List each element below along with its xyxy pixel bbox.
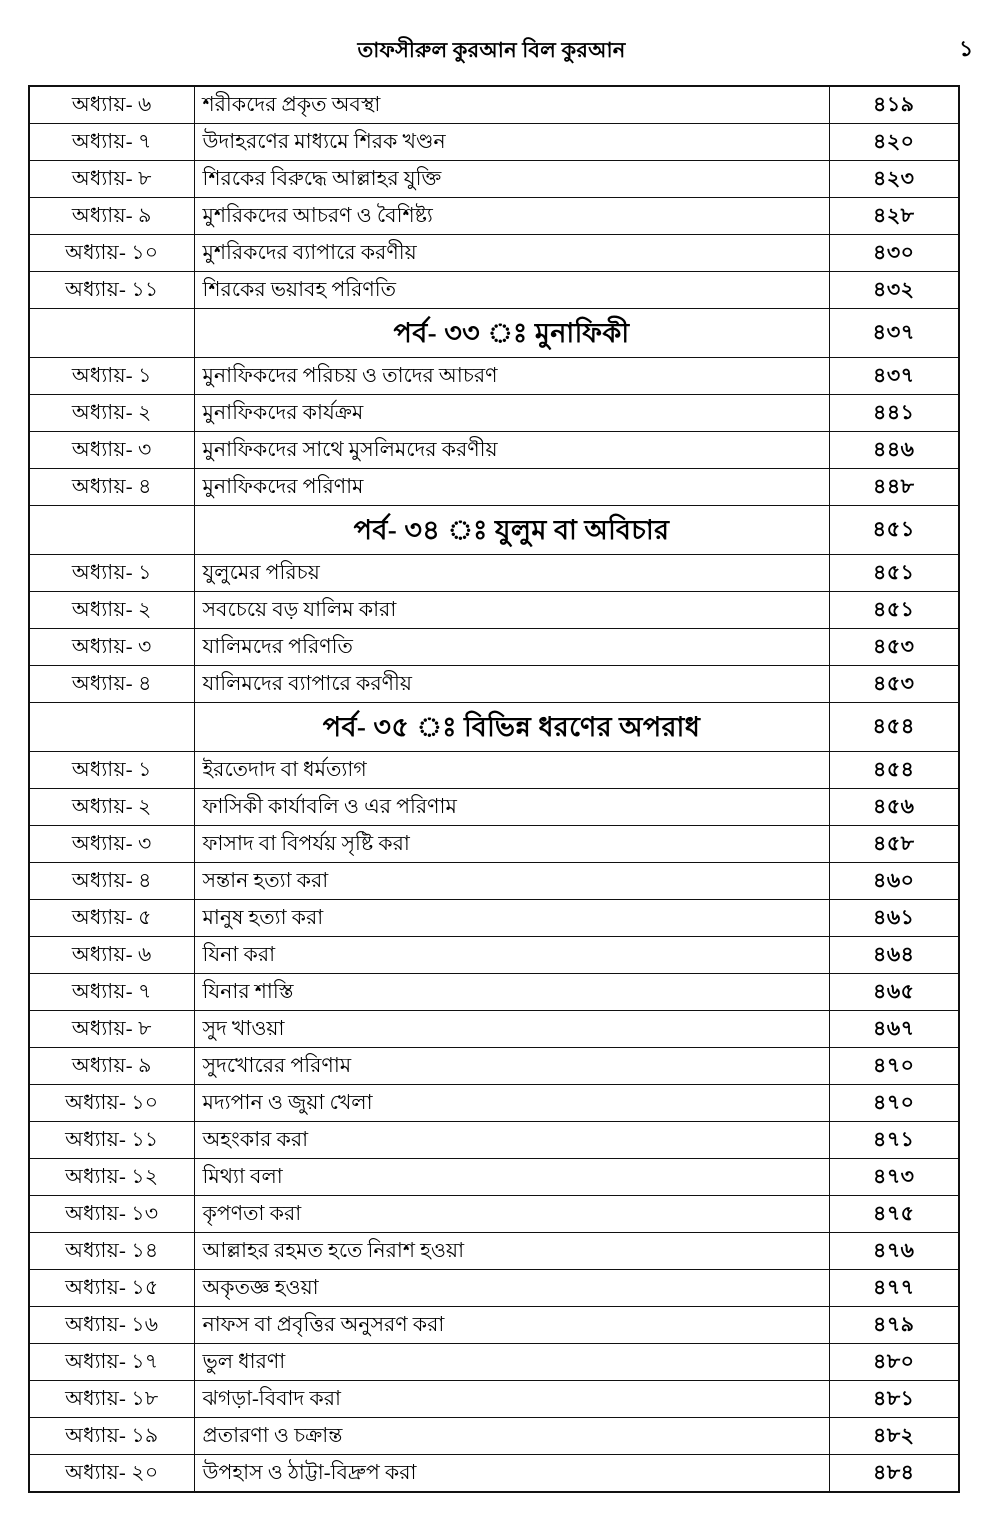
toc-chapter-label: অধ্যায়- ১২ [29,1159,194,1196]
toc-entry-row [29,395,959,432]
toc-entry-title: অহংকার করা [194,1122,829,1159]
toc-part-row [29,309,959,358]
toc-entry-title: সন্তান হত্যা করা [194,863,829,900]
toc-page-number: ৪৫১ [829,592,959,629]
toc-page-number: ৪৭০ [829,1085,959,1122]
toc-entry-title: ফাসাদ বা বিপর্যয় সৃষ্টি করা [194,826,829,863]
toc-entry-title: সুদখোরের পরিণাম [194,1048,829,1085]
toc-entry-row [29,432,959,469]
toc-entry-title: সবচেয়ে বড় যালিম কারা [194,592,829,629]
toc-entry-row [29,1455,959,1493]
toc-entry-title: যুলুমের পরিচয় [194,555,829,592]
page-header [0,0,983,78]
toc-chapter-label [29,506,194,555]
running-head-title: তাফসীরুল কুরআন বিল কুরআন [357,38,626,62]
toc-page-number: ৪৮০ [829,1344,959,1381]
toc-entry-row [29,900,959,937]
toc-entry-title: মদ্যপান ও জুয়া খেলা [194,1085,829,1122]
toc-page-number: ৪৮৪ [829,1455,959,1493]
toc-entry-row [29,124,959,161]
toc-chapter-label: অধ্যায়- ১৭ [29,1344,194,1381]
toc-chapter-label: অধ্যায়- ১১ [29,1122,194,1159]
toc-chapter-label: অধ্যায়- ৫ [29,900,194,937]
toc-page-number: ৪৪১ [829,395,959,432]
toc-page-number: ৪৪৮ [829,469,959,506]
toc-chapter-label: অধ্যায়- ১০ [29,1085,194,1122]
toc-page-number: ৪৬০ [829,863,959,900]
toc-entry-row [29,1048,959,1085]
toc-page-number: ৪৭৫ [829,1196,959,1233]
toc-entry-row [29,666,959,703]
toc-page-number: ৪৫৬ [829,789,959,826]
toc-entry-title: ভুল ধারণা [194,1344,829,1381]
toc-page-number: ৪২০ [829,124,959,161]
toc-page-number: ৪৫৩ [829,666,959,703]
toc-page-number: ৪৮২ [829,1418,959,1455]
toc-entry-title: মুনাফিকদের পরিণাম [194,469,829,506]
toc-page-number: ৪৭০ [829,1048,959,1085]
toc-page-number: ৪৬৫ [829,974,959,1011]
table-of-contents [28,85,958,1493]
toc-table-body [29,86,959,1492]
toc-chapter-label [29,703,194,752]
toc-chapter-label: অধ্যায়- ২ [29,789,194,826]
toc-chapter-label: অধ্যায়- ১৪ [29,1233,194,1270]
toc-chapter-label: অধ্যায়- ১৬ [29,1307,194,1344]
toc-entry-title: মুশরিকদের ব্যাপারে করণীয় [194,235,829,272]
toc-part-row [29,506,959,555]
toc-chapter-label: অধ্যায়- ৩ [29,629,194,666]
toc-entry-row [29,629,959,666]
toc-part-title: পর্ব- ৩৩ ঃ মুনাফিকী [194,309,829,358]
toc-entry-title: মুনাফিকদের কার্যক্রম [194,395,829,432]
toc-entry-row [29,1011,959,1048]
toc-chapter-label: অধ্যায়- ২ [29,395,194,432]
toc-page-number: ৪২৮ [829,198,959,235]
toc-entry-title: কৃপণতা করা [194,1196,829,1233]
toc-page-number: ৪৭৭ [829,1270,959,1307]
toc-chapter-label: অধ্যায়- ২ [29,592,194,629]
toc-entry-row [29,752,959,789]
toc-entry-title: শিরকের ভয়াবহ পরিণতি [194,272,829,309]
toc-entry-title: সুদ খাওয়া [194,1011,829,1048]
toc-entry-title: মুনাফিকদের সাথে মুসলিমদের করণীয় [194,432,829,469]
toc-table [28,85,960,1493]
toc-page-number: ৪৬৭ [829,1011,959,1048]
toc-page-number: ৪৩৭ [829,358,959,395]
toc-chapter-label: অধ্যায়- ৮ [29,161,194,198]
toc-entry-title: উপহাস ও ঠাট্টা-বিদ্রুপ করা [194,1455,829,1493]
toc-chapter-label: অধ্যায়- ১১ [29,272,194,309]
toc-entry-row [29,1381,959,1418]
toc-page-number: ৪৬১ [829,900,959,937]
toc-page-number: ৪৫৪ [829,703,959,752]
toc-chapter-label: অধ্যায়- ২০ [29,1455,194,1493]
toc-entry-row [29,1085,959,1122]
toc-entry-title: ফাসিকী কার্যাবলি ও এর পরিণাম [194,789,829,826]
toc-chapter-label: অধ্যায়- ৮ [29,1011,194,1048]
toc-chapter-label: অধ্যায়- ১৫ [29,1270,194,1307]
page-folio-number: ১ [959,38,974,60]
toc-entry-title: মানুষ হত্যা করা [194,900,829,937]
toc-entry-title: অকৃতজ্ঞ হওয়া [194,1270,829,1307]
toc-entry-title: মুশরিকদের আচরণ ও বৈশিষ্ট্য [194,198,829,235]
toc-part-row [29,703,959,752]
toc-entry-row [29,937,959,974]
toc-chapter-label: অধ্যায়- ১ [29,555,194,592]
toc-entry-row [29,1233,959,1270]
toc-entry-title: যিনা করা [194,937,829,974]
toc-page-number: ৪৭৬ [829,1233,959,1270]
toc-chapter-label: অধ্যায়- ৯ [29,1048,194,1085]
toc-entry-title: যিনার শাস্তি [194,974,829,1011]
toc-page-number: ৪১৯ [829,86,959,124]
toc-chapter-label: অধ্যায়- ৪ [29,666,194,703]
toc-entry-row [29,826,959,863]
toc-page-number: ৪৩৭ [829,309,959,358]
toc-page-number: ৪৭৯ [829,1307,959,1344]
toc-chapter-label: অধ্যায়- ৬ [29,86,194,124]
toc-page-number: ৪৩০ [829,235,959,272]
toc-entry-title: যালিমদের পরিণতি [194,629,829,666]
toc-chapter-label [29,309,194,358]
toc-entry-row [29,1270,959,1307]
toc-entry-row [29,1122,959,1159]
toc-chapter-label: অধ্যায়- ৭ [29,124,194,161]
toc-chapter-label: অধ্যায়- ৯ [29,198,194,235]
toc-chapter-label: অধ্যায়- ৪ [29,863,194,900]
toc-entry-row [29,198,959,235]
toc-chapter-label: অধ্যায়- ৪ [29,469,194,506]
toc-entry-title: শিরকের বিরুদ্ধে আল্লাহর যুক্তি [194,161,829,198]
toc-page-number: ৪৫৪ [829,752,959,789]
toc-chapter-label: অধ্যায়- ৬ [29,937,194,974]
toc-entry-title: উদাহরণের মাধ্যমে শিরক খণ্ডন [194,124,829,161]
toc-page-number: ৪২৩ [829,161,959,198]
toc-entry-row [29,863,959,900]
toc-entry-title: নাফস বা প্রবৃত্তির অনুসরণ করা [194,1307,829,1344]
toc-page-number: ৪৫১ [829,555,959,592]
toc-page-number: ৪৬৪ [829,937,959,974]
toc-entry-row [29,974,959,1011]
toc-entry-title: মিথ্যা বলা [194,1159,829,1196]
toc-entry-row [29,161,959,198]
toc-chapter-label: অধ্যায়- ১ [29,358,194,395]
toc-entry-title: মুনাফিকদের পরিচয় ও তাদের আচরণ [194,358,829,395]
toc-chapter-label: অধ্যায়- ১৩ [29,1196,194,1233]
toc-entry-row [29,1418,959,1455]
toc-page-number: ৪৪৬ [829,432,959,469]
toc-entry-title: ঝগড়া-বিবাদ করা [194,1381,829,1418]
toc-chapter-label: অধ্যায়- ১০ [29,235,194,272]
toc-entry-row [29,1159,959,1196]
toc-page-number: ৪৫৩ [829,629,959,666]
toc-entry-row [29,789,959,826]
toc-chapter-label: অধ্যায়- ৩ [29,432,194,469]
toc-entry-title: আল্লাহর রহমত হতে নিরাশ হওয়া [194,1233,829,1270]
toc-page-number: ৪৮১ [829,1381,959,1418]
toc-entry-row [29,1196,959,1233]
toc-part-title: পর্ব- ৩৪ ঃ যুলুম বা অবিচার [194,506,829,555]
toc-entry-row [29,235,959,272]
toc-entry-row [29,358,959,395]
toc-entry-row [29,469,959,506]
toc-entry-title: ইরতেদাদ বা ধর্মত্যাগ [194,752,829,789]
toc-page-number: ৪৫৮ [829,826,959,863]
toc-entry-row [29,592,959,629]
toc-entry-title: যালিমদের ব্যাপারে করণীয় [194,666,829,703]
toc-entry-row [29,555,959,592]
toc-entry-row [29,272,959,309]
toc-chapter-label: অধ্যায়- ৭ [29,974,194,1011]
toc-part-title: পর্ব- ৩৫ ঃ বিভিন্ন ধরণের অপরাধ [194,703,829,752]
toc-page-number: ৪৩২ [829,272,959,309]
toc-page-number: ৪৫১ [829,506,959,555]
toc-chapter-label: অধ্যায়- ১৯ [29,1418,194,1455]
toc-chapter-label: অধ্যায়- ১ [29,752,194,789]
toc-page-number: ৪৭১ [829,1122,959,1159]
toc-entry-row [29,1344,959,1381]
toc-entry-row [29,1307,959,1344]
toc-entry-row [29,86,959,124]
toc-page-number: ৪৭৩ [829,1159,959,1196]
toc-entry-title: প্রতারণা ও চক্রান্ত [194,1418,829,1455]
toc-chapter-label: অধ্যায়- ৩ [29,826,194,863]
toc-chapter-label: অধ্যায়- ১৮ [29,1381,194,1418]
toc-entry-title: শরীকদের প্রকৃত অবস্থা [194,86,829,124]
